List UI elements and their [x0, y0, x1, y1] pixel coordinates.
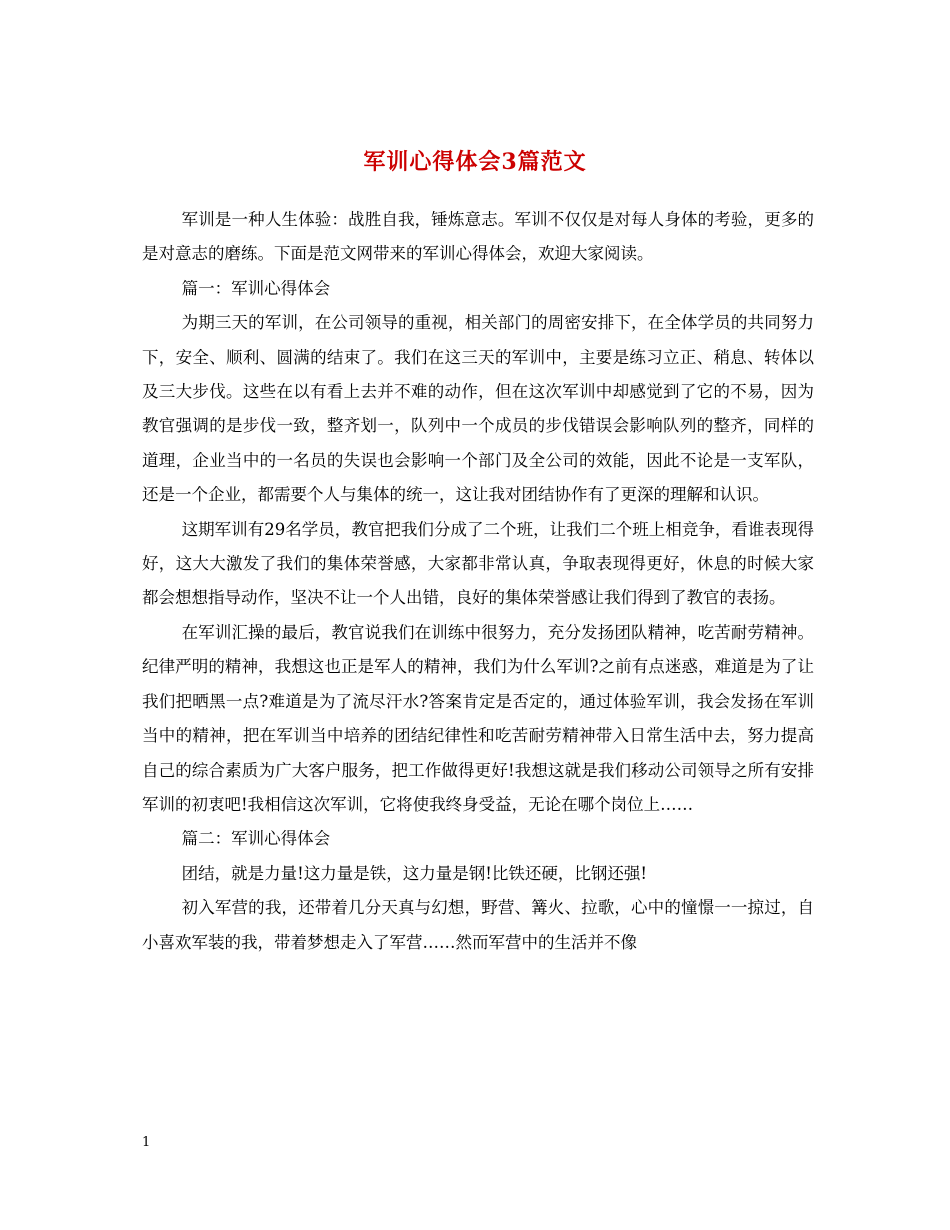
- page-number: 1: [142, 1135, 151, 1150]
- body-paragraph: 初入军营的我，还带着几分天真与幻想，野营、篝火、拉歌，心中的憧憬一一掠过，自小喜欢军装的我，带着梦想走入了军营……然而军营中的生活并不像: [142, 898, 814, 952]
- body-paragraph: 在军训汇操的最后，教官说我们在训练中很努力，充分发扬团队精神，吃苦耐劳精神。纪律严明的精神，我想这也正是军人的精神，我们为什么军训?之前有点迷惑，难道是为了让我们把晒黑一点?难道是为了流尽汗水?答案肯定是否定的，通过体验军训，我会发扬在军训当中的精神，把在军训当中培养的团结纪律性和吃苦耐劳精神带入日常生活中去，努力提高自己的综合素质为广大客户服务，把工作做得更好!我想这就是我们移动公司领导之所有安排军训的初衷吧!我相信这次军训，它将使我终身受益，无论在哪个岗位上……: [142, 622, 814, 814]
- body-paragraph: 团结，就是力量!这力量是铁，这力量是钢!比铁还硬，比钢还强!: [181, 863, 647, 883]
- document-body: [142, 203, 814, 960]
- intro-paragraph: 军训是一种人生体验：战胜自我，锤炼意志。军训不仅仅是对每人身体的考验，更多的是对意志的磨练。下面是范文网带来的军训心得体会，欢迎大家阅读。: [142, 210, 814, 264]
- section-heading-1: 篇一：军训心得体会: [181, 278, 331, 298]
- body-paragraph: 为期三天的军训，在公司领导的重视，相关部门的周密安排下，在全体学员的共同努力下，安全、顺利、圆满的结束了。我们在这三天的军训中，主要是练习立正、稍息、转体以及三大步伐。这些在以有看上去并不难的动作，但在这次军训中却感觉到了它的不易，因为教官强调的是步伐一致，整齐划一，队列中一个成员的步伐错误会影响队列的整齐，同样的道理，企业当中的一名员的失误也会影响一个部门及全公司的效能，因此不论是一支军队，还是一个企业，都需要个人与集体的统一，这让我对团结协作有了更深的理解和认识。: [142, 313, 814, 505]
- document-title: 军训心得体会3篇范文: [363, 148, 587, 175]
- section-heading-2: 篇二：军训心得体会: [181, 829, 331, 849]
- body-paragraph: 这期军训有29名学员，教官把我们分成了二个班，让我们二个班上相竞争，看谁表现得好，这大大激发了我们的集体荣誉感，大家都非常认真，争取表现得更好，休息的时候大家都会想想指导动作，坚决不让一个人出错，良好的集体荣誉感让我们得到了教官的表扬。: [142, 519, 814, 608]
